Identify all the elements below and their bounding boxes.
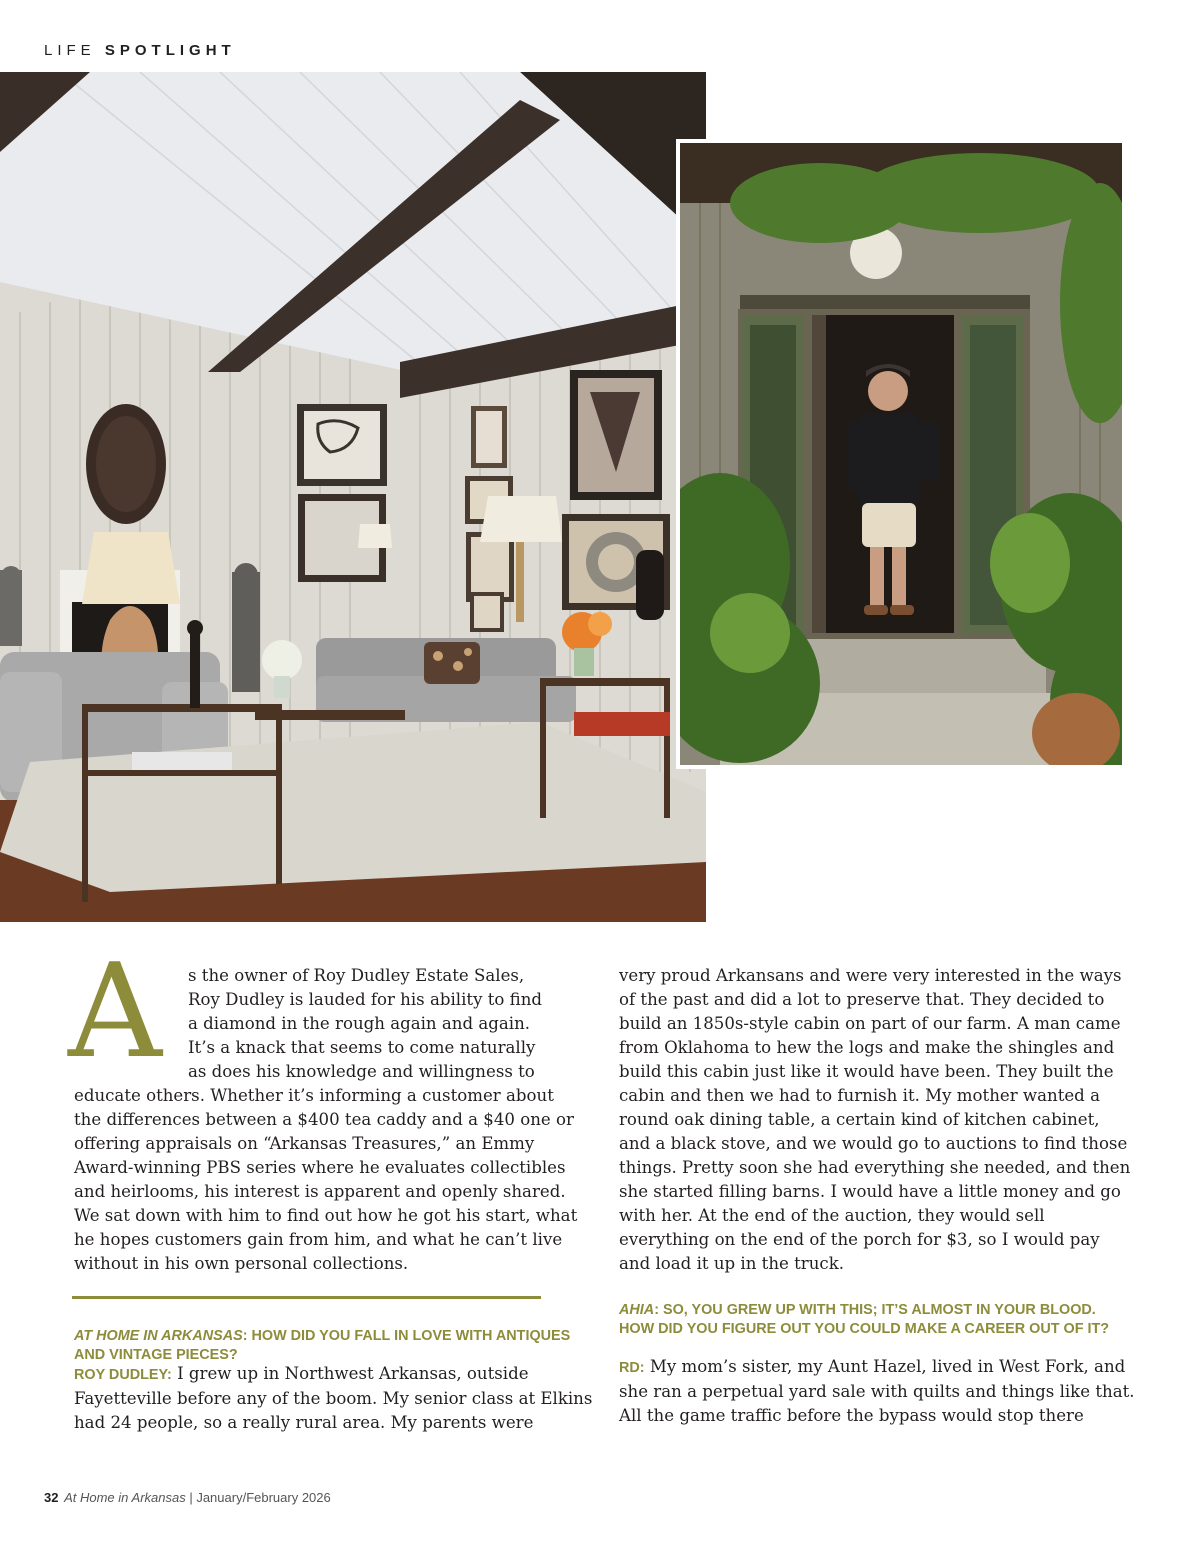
question-1-asker: AT HOME IN ARKANSAS: [74, 1328, 243, 1344]
lede-line: a diamond in the rough again and again.: [188, 1014, 531, 1033]
living-room-photo: [0, 72, 706, 922]
lede-line: Roy Dudley is lauded for his ability to find: [188, 990, 543, 1009]
question-1-text: : HOW DID YOU FALL IN LOVE WITH ANTIQUES AND VINTAGE PIECES?: [74, 1328, 571, 1363]
folio-separator: |: [185, 1490, 197, 1505]
question-2-text: : SO, YOU GREW UP WITH THIS; IT’S ALMOST IN YOUR BLOOD. HOW DID YOU FIGURE OUT YOU COULD MAKE A CAREER OUT OF IT?: [619, 1302, 1110, 1337]
lede-line: s the owner of Roy Dudley Estate Sales,: [188, 966, 525, 985]
answer-1: [74, 1362, 594, 1435]
answer-1-speaker: ROY DUDLEY:: [74, 1367, 172, 1383]
question-2-asker: AHIA: [619, 1302, 655, 1318]
lede-line: as does his knowledge and willingness to: [188, 1062, 535, 1081]
porch-illustration: [680, 143, 1122, 765]
question-2: [619, 1301, 1119, 1339]
porch-photo: [676, 139, 1126, 769]
issue-date: January/February 2026: [196, 1490, 331, 1505]
page-number: 32: [44, 1490, 59, 1505]
lede-line: It’s a knack that seems to come naturally: [188, 1038, 536, 1057]
drop-cap: A: [68, 935, 162, 1087]
right-column-paragraph: very proud Arkansans and were very interested in the ways of the past and did a lot to preserve that. They decided to build an 1850s-style cabin on part of our farm. A man came from Oklahoma to hew the logs and make the shingles and build this cabin just like it would have been. They built the cabin and then we had to furnish it. My mother wanted a round oak dining table, a certain kind of kitchen cabinet, and a black stove, and we would go to auctions to find those things. Pretty soon she had everything she needed, and then she started filling barns. I would have a little money and go with her. At the end of the auction, they would sell everything on the end of the porch for $3, so I would pay and load it up in the truck.: [619, 966, 1131, 1273]
section-label-spotlight: SPOTLIGHT: [104, 42, 236, 59]
article-left-column: [74, 964, 586, 1276]
living-room-illustration: [0, 72, 706, 922]
question-1: [74, 1327, 574, 1365]
answer-2: [619, 1355, 1139, 1428]
page-folio: [44, 1490, 331, 1505]
magazine-name: At Home in Arkansas: [64, 1490, 186, 1505]
lede-paragraph: educate others. Whether it’s informing a customer about the differences between a $400 tea caddy and a $40 one or offering appraisals on “Arkansas Treasures,” an Emmy Award-winning PBS series where he evaluates collectibles and heirlooms, his interest is apparent and openly shared. We sat down with him to find out how he got his start, what he hopes customers gain from him, and what he can’t live without in his own personal collections.: [74, 1086, 578, 1273]
answer-1-text: I grew up in Northwest Arkansas, outside Fayetteville before any of the boom. My senior class at Elkins had 24 people, so a really rural area. My parents were: [74, 1364, 593, 1432]
article-right-column: [619, 964, 1131, 1276]
answer-2-text: My mom’s sister, my Aunt Hazel, lived in West Fork, and she ran a perpetual yard sale with quilts and things like that. All the game traffic before the bypass would stop there: [619, 1357, 1135, 1425]
answer-2-speaker: RD:: [619, 1360, 645, 1376]
section-label: [44, 42, 236, 59]
divider-rule: [72, 1296, 541, 1299]
section-label-life: LIFE: [44, 42, 96, 59]
